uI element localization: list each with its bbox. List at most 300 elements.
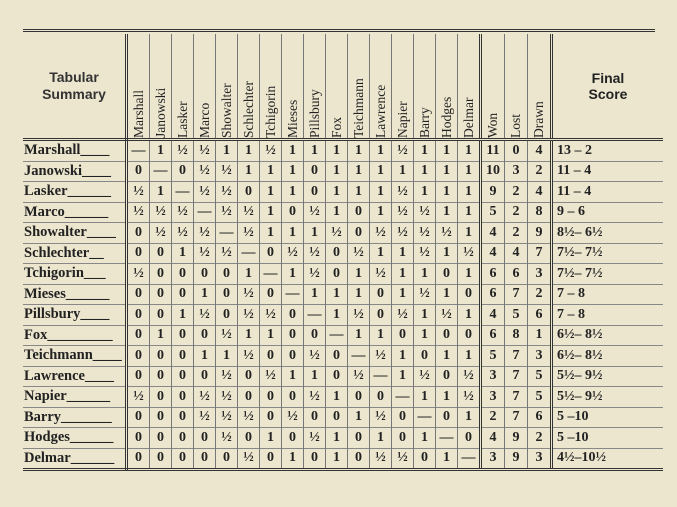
score-cell: 0	[216, 264, 238, 285]
score-cell: 1	[260, 182, 282, 203]
score-cell: 1	[326, 140, 348, 162]
final-score: 13 – 2	[552, 140, 664, 162]
table-row	[23, 140, 663, 162]
score-cell: —	[392, 387, 414, 408]
score-cell: ½	[392, 202, 414, 223]
table-row	[23, 407, 663, 428]
score-cell: ½	[216, 243, 238, 264]
score-cell: ½	[238, 223, 260, 244]
score-cell: ½	[458, 366, 481, 387]
score-cell: 0	[260, 387, 282, 408]
score-cell: 0	[282, 387, 304, 408]
score-cell: 0	[172, 448, 194, 470]
score-cell: ½	[238, 407, 260, 428]
drawn-count: 6	[528, 305, 552, 326]
top-rule	[23, 29, 655, 32]
score-cell: ½	[304, 387, 326, 408]
score-cell: 0	[127, 407, 150, 428]
final-score: 5 –10	[552, 428, 664, 449]
score-cell: 0	[150, 387, 172, 408]
column-header-lawrence	[370, 34, 392, 140]
score-cell: 0	[238, 387, 260, 408]
final-score: 9 – 6	[552, 202, 664, 223]
score-cell: ½	[392, 182, 414, 203]
score-cell: 1	[238, 325, 260, 346]
score-cell: ½	[172, 202, 194, 223]
final-score: 6½– 8½	[552, 325, 664, 346]
drawn-count: 4	[528, 182, 552, 203]
score-cell: ½	[150, 223, 172, 244]
score-cell: 0	[172, 387, 194, 408]
won-count: 2	[481, 407, 505, 428]
score-cell: ½	[392, 305, 414, 326]
table-row	[23, 284, 663, 305]
table-row	[23, 428, 663, 449]
score-cell: ½	[194, 243, 216, 264]
score-cell: 1	[172, 305, 194, 326]
column-header-label: Lawrence	[372, 84, 388, 138]
score-cell: 0	[150, 305, 172, 326]
player-name: Marco______	[23, 202, 127, 223]
score-cell: ½	[370, 264, 392, 285]
score-cell: 1	[370, 243, 392, 264]
column-header-won	[481, 34, 505, 140]
score-cell: 1	[326, 387, 348, 408]
score-cell: 1	[304, 140, 326, 162]
score-cell: 1	[458, 161, 481, 182]
player-name: Marshall____	[23, 140, 127, 162]
score-cell: 0	[127, 325, 150, 346]
column-header-label: Delmar	[460, 97, 476, 138]
score-cell: 0	[436, 264, 458, 285]
drawn-count: 3	[528, 448, 552, 470]
score-cell: 0	[348, 223, 370, 244]
score-cell: ½	[238, 202, 260, 223]
score-cell: 0	[458, 325, 481, 346]
final-score: 4½–10½	[552, 448, 664, 470]
score-cell: ½	[304, 346, 326, 367]
score-cell: 1	[282, 264, 304, 285]
score-cell: 1	[348, 161, 370, 182]
column-header-label: Teichmann	[350, 78, 366, 138]
player-name: Showalter____	[23, 223, 127, 244]
score-cell: —	[194, 202, 216, 223]
score-cell: 0	[326, 243, 348, 264]
column-header-label: Barry	[416, 107, 432, 138]
table-row	[23, 202, 663, 223]
drawn-count: 7	[528, 243, 552, 264]
column-header-label: Pillsbury	[306, 89, 322, 138]
score-cell: 0	[414, 346, 436, 367]
score-cell: ½	[370, 448, 392, 470]
score-cell: —	[348, 346, 370, 367]
score-cell: 0	[260, 284, 282, 305]
score-cell: 1	[238, 140, 260, 162]
score-cell: ½	[172, 140, 194, 162]
score-cell: ½	[458, 243, 481, 264]
score-cell: 1	[370, 325, 392, 346]
score-cell: 1	[282, 182, 304, 203]
score-cell: ½	[414, 243, 436, 264]
score-cell: 1	[392, 243, 414, 264]
score-cell: ½	[260, 366, 282, 387]
table-row	[23, 243, 663, 264]
score-cell: 1	[194, 284, 216, 305]
drawn-count: 8	[528, 202, 552, 223]
score-cell: 1	[282, 223, 304, 244]
column-header-label: Marshall	[130, 90, 146, 138]
score-cell: 1	[458, 223, 481, 244]
final-score: 5½– 9½	[552, 366, 664, 387]
final-score: 7 – 8	[552, 305, 664, 326]
score-cell: 0	[326, 346, 348, 367]
player-name: Schlechter__	[23, 243, 127, 264]
score-cell: 1	[150, 182, 172, 203]
score-cell: 1	[348, 325, 370, 346]
score-cell: ½	[414, 284, 436, 305]
column-header-drawn	[528, 34, 552, 140]
drawn-count: 3	[528, 346, 552, 367]
lost-count: 5	[505, 305, 528, 326]
score-cell: 0	[194, 448, 216, 470]
score-cell: 1	[414, 182, 436, 203]
score-cell: 1	[304, 284, 326, 305]
score-cell: 0	[436, 407, 458, 428]
won-count: 6	[481, 264, 505, 285]
score-cell: 0	[282, 305, 304, 326]
score-cell: ½	[458, 387, 481, 408]
lost-count: 2	[505, 182, 528, 203]
score-cell: ½	[194, 182, 216, 203]
score-cell: 1	[282, 140, 304, 162]
score-cell: ½	[194, 161, 216, 182]
score-cell: ½	[127, 202, 150, 223]
score-cell: 0	[348, 448, 370, 470]
score-cell: 1	[370, 140, 392, 162]
score-cell: 0	[194, 264, 216, 285]
column-header-janowski	[150, 34, 172, 140]
table-row	[23, 305, 663, 326]
score-cell: 0	[282, 202, 304, 223]
score-cell: ½	[304, 243, 326, 264]
score-cell: ½	[216, 428, 238, 449]
score-cell: 0	[304, 407, 326, 428]
column-header-label: Won	[485, 112, 500, 138]
score-cell: 1	[414, 428, 436, 449]
score-cell: 0	[172, 346, 194, 367]
table-body	[23, 140, 663, 470]
score-cell: 1	[304, 366, 326, 387]
player-name: Teichmann____	[23, 346, 127, 367]
drawn-count: 3	[528, 264, 552, 285]
table-row	[23, 161, 663, 182]
final-score: 11 – 4	[552, 182, 664, 203]
player-name: Pillsbury____	[23, 305, 127, 326]
score-cell: ½	[326, 223, 348, 244]
lost-count: 9	[505, 448, 528, 470]
score-cell: ½	[370, 223, 392, 244]
lost-count: 3	[505, 161, 528, 182]
score-cell: 1	[392, 264, 414, 285]
score-cell: 1	[238, 161, 260, 182]
score-cell: 1	[436, 284, 458, 305]
score-cell: 1	[414, 387, 436, 408]
column-header-label: Hodges	[438, 96, 454, 138]
score-cell: 0	[304, 325, 326, 346]
score-cell: 1	[348, 264, 370, 285]
score-cell: 0	[392, 428, 414, 449]
drawn-count: 4	[528, 140, 552, 162]
score-cell: 0	[172, 161, 194, 182]
score-cell: 0	[194, 428, 216, 449]
drawn-count: 2	[528, 284, 552, 305]
lost-count: 0	[505, 140, 528, 162]
score-cell: 0	[282, 346, 304, 367]
column-header-label: Lost	[508, 113, 523, 138]
player-name: Mieses______	[23, 284, 127, 305]
score-cell: 1	[370, 161, 392, 182]
score-cell: ½	[127, 387, 150, 408]
score-cell: 0	[348, 428, 370, 449]
score-cell: ½	[238, 448, 260, 470]
score-cell: 0	[127, 428, 150, 449]
score-cell: 1	[458, 407, 481, 428]
score-cell: —	[414, 407, 436, 428]
column-header-fox	[326, 34, 348, 140]
score-cell: 0	[260, 407, 282, 428]
score-cell: 1	[458, 202, 481, 223]
table-row	[23, 182, 663, 203]
final-score: 11 – 4	[552, 161, 664, 182]
column-header-marshall	[127, 34, 150, 140]
score-cell: 1	[238, 264, 260, 285]
score-cell: 0	[150, 407, 172, 428]
score-cell: 0	[458, 428, 481, 449]
score-cell: ½	[127, 264, 150, 285]
column-header-label: Fox	[328, 116, 344, 138]
won-count: 5	[481, 202, 505, 223]
table-row	[23, 223, 663, 244]
player-name: Tchigorin___	[23, 264, 127, 285]
score-cell: 1	[458, 346, 481, 367]
score-cell: 1	[260, 161, 282, 182]
score-cell: 0	[436, 366, 458, 387]
score-cell: 0	[127, 243, 150, 264]
lost-count: 2	[505, 223, 528, 244]
player-name: Delmar______	[23, 448, 127, 470]
table-row	[23, 387, 663, 408]
score-cell: 0	[238, 182, 260, 203]
score-cell: 1	[282, 448, 304, 470]
won-count: 3	[481, 448, 505, 470]
score-cell: 0	[238, 366, 260, 387]
score-cell: 1	[194, 346, 216, 367]
column-header-pillsbury	[304, 34, 326, 140]
score-cell: 0	[150, 346, 172, 367]
score-cell: ½	[194, 407, 216, 428]
score-cell: ½	[414, 202, 436, 223]
drawn-count: 2	[528, 161, 552, 182]
score-cell: —	[150, 161, 172, 182]
lost-count: 9	[505, 428, 528, 449]
score-cell: 1	[326, 284, 348, 305]
score-cell: 0	[392, 407, 414, 428]
won-count: 11	[481, 140, 505, 162]
score-cell: ½	[414, 223, 436, 244]
column-header-mieses	[282, 34, 304, 140]
score-cell: 1	[392, 366, 414, 387]
column-header-teichmann	[348, 34, 370, 140]
score-cell: 1	[436, 448, 458, 470]
score-cell: 1	[414, 140, 436, 162]
lost-count: 2	[505, 202, 528, 223]
score-cell: 0	[370, 387, 392, 408]
lost-count: 7	[505, 366, 528, 387]
score-cell: 1	[392, 161, 414, 182]
score-cell: 1	[370, 428, 392, 449]
final-score: 5½– 9½	[552, 387, 664, 408]
score-cell: ½	[282, 407, 304, 428]
score-cell: 1	[326, 202, 348, 223]
lost-count: 4	[505, 243, 528, 264]
score-cell: 1	[348, 140, 370, 162]
score-cell: 1	[370, 182, 392, 203]
score-cell: 0	[150, 243, 172, 264]
score-cell: —	[260, 264, 282, 285]
score-cell: —	[127, 140, 150, 162]
column-header-label: Janowski	[152, 87, 168, 138]
score-cell: ½	[436, 223, 458, 244]
score-cell: 0	[370, 305, 392, 326]
score-cell: ½	[216, 161, 238, 182]
score-cell: 0	[127, 284, 150, 305]
column-header-label: Tchigorin	[262, 85, 278, 138]
score-cell: 0	[216, 448, 238, 470]
column-header-label: Mieses	[284, 99, 300, 138]
column-header-label: Showalter	[218, 83, 234, 138]
score-cell: ½	[216, 325, 238, 346]
final-score: 7½– 7½	[552, 264, 664, 285]
score-cell: ½	[282, 243, 304, 264]
score-cell: 1	[326, 161, 348, 182]
won-count: 3	[481, 366, 505, 387]
table-row	[23, 325, 663, 346]
lost-count: 8	[505, 325, 528, 346]
score-cell: 0	[326, 407, 348, 428]
final-score-header: Final Score	[552, 34, 664, 140]
score-cell: ½	[260, 305, 282, 326]
score-cell: 1	[260, 223, 282, 244]
score-cell: ½	[216, 407, 238, 428]
score-cell: 0	[127, 305, 150, 326]
score-cell: 0	[150, 366, 172, 387]
score-cell: 0	[326, 264, 348, 285]
score-cell: 1	[436, 140, 458, 162]
score-cell: 1	[282, 161, 304, 182]
score-cell: 0	[172, 407, 194, 428]
score-cell: ½	[348, 243, 370, 264]
column-header-lost	[505, 34, 528, 140]
score-cell: ½	[370, 407, 392, 428]
score-cell: ½	[238, 346, 260, 367]
score-cell: 0	[127, 366, 150, 387]
table-row	[23, 264, 663, 285]
score-cell: 0	[172, 366, 194, 387]
won-count: 5	[481, 346, 505, 367]
column-header-label: Marco	[196, 102, 212, 138]
table-title: Tabular Summary	[23, 34, 127, 140]
score-cell: ½	[216, 366, 238, 387]
score-cell: 1	[414, 305, 436, 326]
score-cell: ½	[436, 305, 458, 326]
score-cell: 0	[127, 448, 150, 470]
score-cell: 1	[392, 284, 414, 305]
score-cell: 0	[414, 448, 436, 470]
score-cell: 1	[414, 325, 436, 346]
score-cell: 1	[436, 182, 458, 203]
player-name: Lasker______	[23, 182, 127, 203]
score-cell: 1	[348, 182, 370, 203]
score-cell: ½	[370, 346, 392, 367]
score-cell: 0	[172, 284, 194, 305]
score-cell: 0	[326, 366, 348, 387]
score-cell: 1	[326, 428, 348, 449]
score-cell: 1	[392, 346, 414, 367]
score-cell: 0	[150, 428, 172, 449]
column-header-napier	[392, 34, 414, 140]
score-cell: 1	[326, 182, 348, 203]
score-cell: 0	[282, 428, 304, 449]
score-cell: 1	[458, 264, 481, 285]
drawn-count: 6	[528, 407, 552, 428]
score-cell: —	[304, 305, 326, 326]
column-header-barry	[414, 34, 436, 140]
score-cell: 1	[436, 202, 458, 223]
score-cell: 0	[216, 305, 238, 326]
won-count: 4	[481, 305, 505, 326]
won-count: 10	[481, 161, 505, 182]
score-cell: ½	[150, 202, 172, 223]
score-cell: 1	[260, 325, 282, 346]
score-cell: 0	[282, 325, 304, 346]
score-cell: ½	[238, 284, 260, 305]
player-name: Lawrence____	[23, 366, 127, 387]
score-cell: 1	[326, 305, 348, 326]
score-cell: 0	[150, 448, 172, 470]
score-cell: —	[282, 284, 304, 305]
score-cell: 1	[458, 305, 481, 326]
won-count: 9	[481, 182, 505, 203]
score-cell: ½	[348, 305, 370, 326]
score-cell: ½	[304, 202, 326, 223]
column-header-label: Drawn	[531, 101, 546, 138]
score-cell: —	[370, 366, 392, 387]
score-cell: 1	[150, 140, 172, 162]
score-cell: 0	[304, 182, 326, 203]
score-cell: 0	[370, 284, 392, 305]
won-count: 6	[481, 284, 505, 305]
score-cell: 1	[260, 428, 282, 449]
drawn-count: 5	[528, 366, 552, 387]
score-cell: —	[238, 243, 260, 264]
score-cell: 1	[326, 448, 348, 470]
won-count: 6	[481, 325, 505, 346]
lost-count: 7	[505, 387, 528, 408]
lost-count: 7	[505, 284, 528, 305]
score-cell: 0	[172, 428, 194, 449]
won-count: 4	[481, 243, 505, 264]
score-cell: 1	[458, 140, 481, 162]
